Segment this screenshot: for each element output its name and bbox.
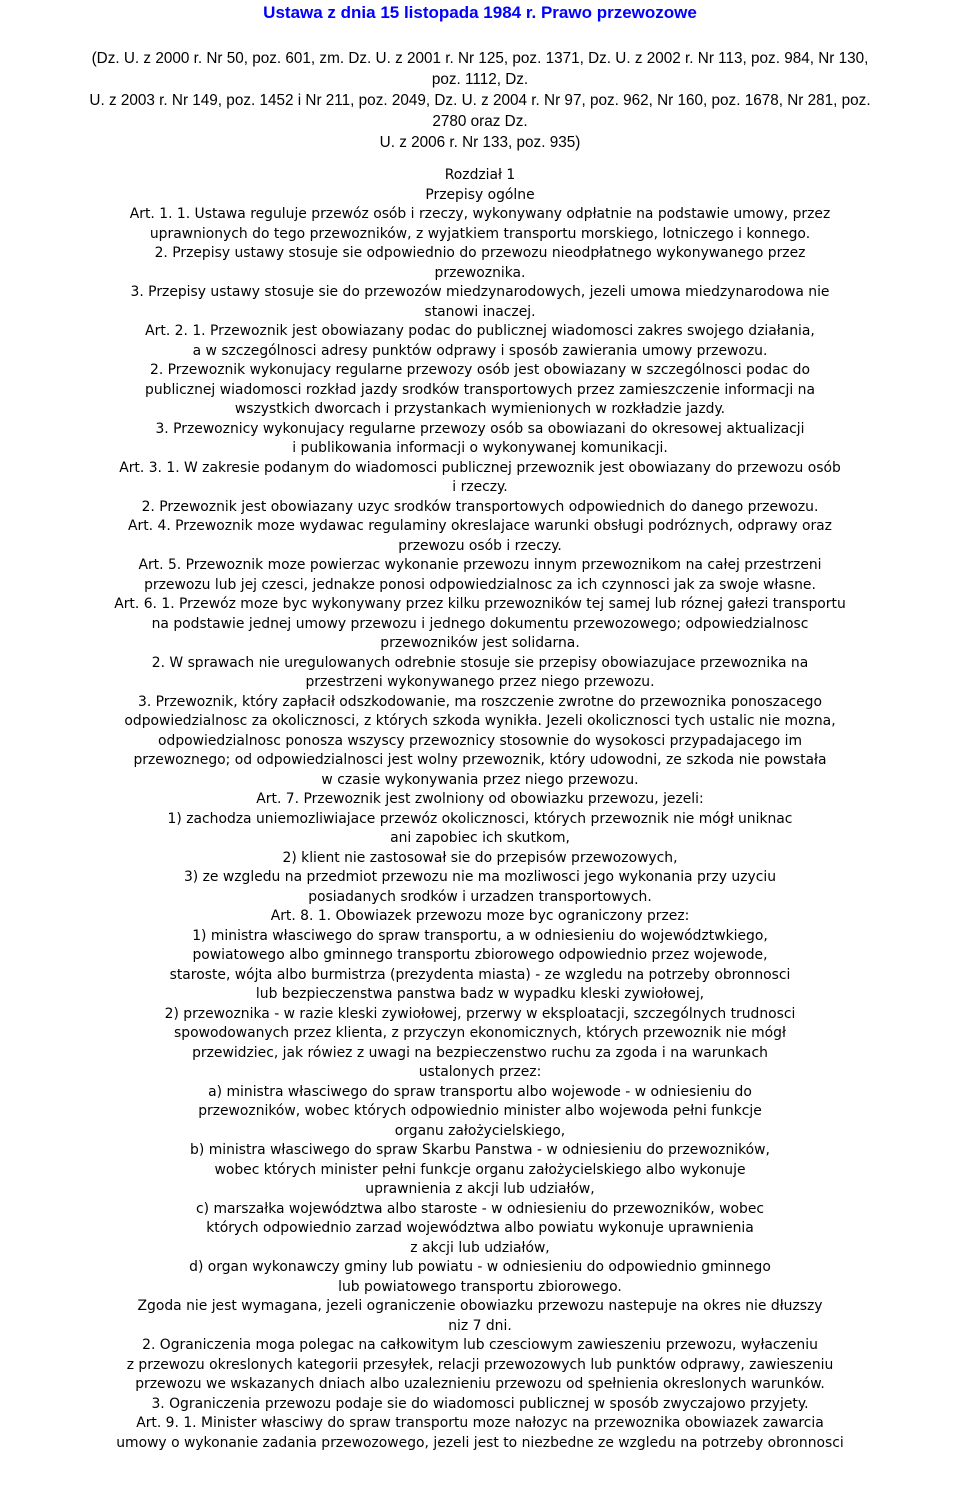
chapter-heading: Rozdział 1 (444, 167, 516, 183)
text-line: 2) przewoznika - w razie kleski zywiołowej, przerwy w eksploatacji, szczególnych trudnosci (164, 1005, 796, 1022)
text-line: powiatowego albo gminnego transportu zbiorowego odpowiednio przez wojewode, (192, 947, 768, 963)
text-line: Art. 2. 1. Przewoznik jest obowiazany podac do publicznej wiadomosci zakres swojego działania, (145, 323, 815, 339)
text-line: ustalonych przez: (418, 1064, 542, 1080)
text-line: lub bezpieczenstwa panstwa badz w wypadku kleski zywiołowej, (255, 986, 705, 1002)
text-line: Art. 1. 1. Ustawa reguluje przewóz osób i rzeczy, wykonywany odpłatnie na podstawie umowy, przez (129, 206, 831, 222)
text-line: publicznej wiadomosci rozkład jazdy srodków transportowych przez zamieszczenie informacji na (145, 381, 815, 398)
text-line: na podstawie jednej umowy przewozu i jednego dokumentu przewozowego; odpowiedzialnosc (151, 615, 809, 632)
text-line: ani zapobiec ich skutkom, (390, 830, 570, 846)
reference-line: poz. 1112, Dz. (431, 71, 529, 88)
text-line: uprawnienia z akcji lub udziałów, (365, 1181, 595, 1197)
act-body-text (0, 166, 960, 1453)
reference-line: U. z 2006 r. Nr 133, poz. 935) (379, 134, 581, 151)
text-line: przewoznika. (434, 264, 526, 281)
text-line: Zgoda nie jest wymagana, jezeli ograniczenie obowiazku przewozu nastepuje na okres nie dłuzszy (137, 1298, 823, 1314)
text-line: odpowiedzialnosc ponosza wszyscy przewoznicy stosownie do wysokosci przypadajacego im (158, 732, 802, 749)
text-line: Art. 4. Przewoznik moze wydawac regulaminy okreslajace warunki obsługi podróznych, odprawy oraz (128, 518, 832, 534)
text-line: z przewozu okreslonych kategorii przesyłek, relacji przewozowych lub punktów odprawy, zawieszeniu (126, 1356, 834, 1373)
text-line: a w szczególnosci adresy punktów odprawy i sposób zawierania umowy przewozu. (192, 342, 768, 359)
text-line: Art. 7. Przewoznik jest zwolniony od obowiazku przewozu, jezeli: (256, 791, 704, 807)
text-line: przewidziec, jak rówiez z uwagi na bezpieczenstwo ruchu za zgoda i na warunkach (192, 1044, 768, 1061)
text-line: Art. 5. Przewoznik moze powierzac wykonanie przewozu innym przewoznikom na całej przestrzeni (138, 557, 822, 573)
reference-line: (Dz. U. z 2000 r. Nr 50, poz. 601, zm. Dz. U. z 2001 r. Nr 125, poz. 1371, Dz. U. z 2002 r. Nr 113, poz. 984, Nr 130, (91, 50, 869, 67)
text-line: b) ministra własciwego do spraw Skarbu Panstwa - w odniesieniu do przewozników, (190, 1142, 770, 1158)
text-line: 2) klient nie zastosował sie do przepisów przewozowych, (282, 849, 678, 866)
text-line: d) organ wykonawczy gminy lub powiatu - w odniesieniu do odpowiednio gminnego (189, 1259, 771, 1275)
text-line: stanowi inaczej. (424, 303, 536, 320)
text-line: 2. Przewoznik jest obowiazany uzyc srodków transportowych odpowiednich do danego przewozu. (141, 498, 819, 515)
text-line: 3. Przewoznik, który zapłacił odszkodowanie, ma roszczenie zwrotne do przewoznika ponoszacego (138, 693, 822, 710)
text-line: w czasie wykonywania przez niego przewozu. (321, 771, 639, 788)
text-line: odpowiedzialnosc za okolicznosci, z których szkoda wynikła. Jezeli okolicznosci tych ustalic nie mozna, (124, 713, 836, 729)
text-line: z akcji lub udziałów, (410, 1239, 550, 1256)
text-line: organu założycielskiego, (394, 1122, 566, 1139)
chapter-subtitle: Przepisy ogólne (425, 186, 535, 203)
text-line: przewozników jest solidarna. (380, 635, 580, 651)
text-line: 2. Przewoznik wykonujacy regularne przewozy osób jest obowiazany w szczególnosci podac do (149, 362, 810, 378)
text-line: niz 7 dni. (448, 1317, 512, 1334)
text-line: 1) ministra własciwego do spraw transportu, a w odniesieniu do województw​kiego, (192, 927, 768, 944)
act-title: Ustawa z dnia 15 listopada 1984 r. Prawo przewozowe (263, 3, 697, 22)
text-line: których odpowiednio zarzad województwa albo powiatu wykonuje uprawnienia (206, 1220, 754, 1236)
text-line: 2. Ograniczenia moga polegac na całkowitym lub czesciowym zawieszeniu przewozu, wyłaczeniu (142, 1337, 818, 1353)
text-line: przewozu we wskazanych dniach albo uzaleznieniu przewozu od spełnienia okreslonych warunków. (135, 1376, 825, 1392)
text-line: Art. 9. 1. Minister własciwy do spraw transportu moze nałozyc na przewoznika obowiazek zawarcia (136, 1415, 824, 1431)
text-line: spowodowanych przez klienta, z przyczyn ekonomicznych, których przewoznik nie mógł (174, 1025, 786, 1041)
text-line: przewozników, wobec których odpowiednio minister albo wojewoda pełni funkcje (198, 1103, 762, 1119)
text-line: umowy o wykonanie zadania przewozowego, jezeli jest to niezbedne ze wzgledu na potrzeby obronnosci (116, 1434, 844, 1451)
text-line: przewozu osób i rzeczy. (398, 537, 562, 554)
text-line: wobec których minister pełni funkcje organu założycielskiego albo wykonuje (214, 1161, 746, 1178)
text-line: staroste, wójta albo burmistrza (prezydenta miasta) - ze wzgledu na potrzeby obronnosci (169, 966, 791, 983)
text-line: a) ministra własciwego do spraw transportu albo wojewode - w odniesieniu do (208, 1083, 752, 1100)
text-line: przestrzeni wykonywanego przez niego przewozu. (305, 674, 655, 690)
text-line: 3. Przewoznicy wykonujacy regularne przewozy osób sa obowiazani do okresowej aktualizacji (155, 420, 805, 437)
text-line: i publikowania informacji o wykonywanej komunikacji. (292, 440, 668, 456)
text-line: 3) ze wzgledu na przedmiot przewozu nie ma mozliwosci jego wykonania przy uzyciu (183, 869, 777, 885)
text-line: wszystkich dworcach i przystankach wymienionych w rozkładzie jazdy. (234, 401, 726, 417)
text-line: Art. 3. 1. W zakresie podanym do wiadomosci publicznej przewoznik jest obowiazany do przewozu osób (119, 459, 841, 476)
publication-references (0, 48, 960, 153)
text-line: 3. Przepisy ustawy stosuje sie do przewozów miedzynarodowych, jezeli umowa miedzynarodowa nie (130, 284, 830, 300)
text-line: przewoznego; od odpowiedzialnosci jest wolny przewoznik, który udowodni, ze szkoda nie powstała (133, 752, 827, 768)
text-line: posiadanych srodków i urzadzen transportowych. (308, 888, 652, 905)
text-line: przewozu lub jej czesci, jednakze ponosi odpowiedzialnosc za ich czynnosci jak za swoje własne. (144, 576, 816, 593)
text-line: Art. 8. 1. Obowiazek przewozu moze byc ograniczony przez: (270, 908, 690, 924)
text-line: i rzeczy. (452, 479, 508, 495)
reference-line: U. z 2003 r. Nr 149, poz. 1452 i Nr 211, poz. 2049, Dz. U. z 2004 r. Nr 97, poz. 962, Nr 160, poz. 1678, Nr 281, poz. (89, 92, 871, 109)
reference-line: 2780 oraz Dz. (432, 113, 528, 130)
text-line: 2. Przepisy ustawy stosuje sie odpowiednio do przewozu nieodpłatnego wykonywanego przez (154, 245, 806, 261)
text-line: 1) zachodza uniemozliwiajace przewóz okolicznosci, których przewoznik nie mógł uniknac (167, 810, 793, 827)
text-line: Art. 6. 1. Przewóz moze byc wykonywany przez kilku przewozników tej samej lub róznej gałezi transportu (114, 596, 846, 612)
text-line: c) marszałka województwa albo staroste - w odniesieniu do przewozników, wobec (195, 1200, 765, 1217)
text-line: 3. Ograniczenia przewozu podaje sie do wiadomosci publicznej w sposób zwyczajowo przyjety. (151, 1395, 809, 1412)
text-line: uprawnionych do tego przewozników, z wyjatkiem transportu morskiego, lotniczego i konnego. (149, 225, 811, 242)
text-line: 2. W sprawach nie uregulowanych odrebnie stosuje sie przepisy obowiazujace przewoznika na (151, 654, 809, 671)
text-line: lub powiatowego transportu zbiorowego. (338, 1278, 622, 1295)
